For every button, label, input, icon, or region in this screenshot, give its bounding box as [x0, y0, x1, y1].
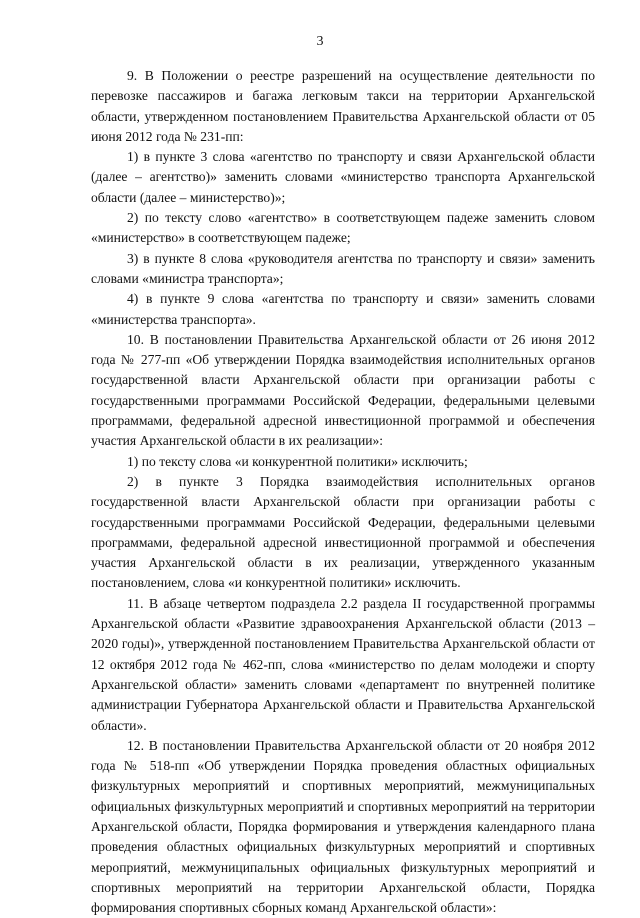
paragraph-10-item-1: 1) по тексту слова «и конкурентной политики» исключить;: [127, 453, 468, 469]
paragraph-9: 9. В Положении о реестре разрешений на осуществление деятельности по перевозке пассажиров и багажа легковым такси на территории Архангельской области, утвержденном постановлением Правительства Архангельской области от 05 июня 2012 года № 231-пп:: [91, 68, 595, 144]
paragraph-9-item-3: 3) в пункте 8 слова «руководителя агентства по транспорту и связи» заменить словами «министра транспорта»;: [91, 250, 595, 286]
document-body: [91, 66, 595, 918]
paragraph-9-item-2: 2) по тексту слово «агентство» в соответствующем падеже заменить словом «министерство» в соответствующем падеже;: [91, 210, 595, 246]
page-number: 3: [316, 34, 324, 49]
paragraph-9-item-4: 4) в пункте 9 слова «агентства по транспорту и связи» заменить словами «министерства транспорта».: [91, 291, 595, 327]
paragraph-10-item-2: 2) в пункте 3 Порядка взаимодействия исполнительных органов государственной власти Архангельской области при организации работы с государственными программами Российской Федерации, федеральными целевыми программами, федеральной адресной инвестиционной программой и обеспечения участия Архангельской области в их реализации, утвержденного указанным постановлением, слова «и конкурентной политики» исключить.: [91, 473, 595, 591]
paragraph-10: 10. В постановлении Правительства Архангельской области от 26 июня 2012 года № 277-пп «Об утверждении Порядка взаимодействия исполнительных органов государственной власти Архангельской области при организации работы с государственными программами Российской Федерации, федеральными целевыми программами, федеральной адресной инвестиционной программой и обеспечения участия Архангельской области в их реализации»:: [91, 331, 595, 449]
paragraph-11: 11. В абзаце четвертом подраздела 2.2 раздела II государственной программы Архангельской области «Развитие здравоохранения Архангельской области (2013 – 2020 годы)», утвержденной постановлением Правительства Архангельской области от 12 октября 2012 года № 462-пп, слова «министерство по делам молодежи и спорту Архангельской области» заменить словами «департамент по внутренней политике администрации Губернатора Архангельской области и Правительства Архангельской области».: [91, 595, 595, 733]
paragraph-9-item-1: 1) в пункте 3 слова «агентство по транспорту и связи Архангельской области (далее – агентство)» заменить словами «министерство транспорта Архангельской области (далее – министерство)»;: [91, 149, 595, 205]
paragraph-12: 12. В постановлении Правительства Архангельской области от 20 ноября 2012 года № 518-пп «Об утверждении Порядка проведения областных официальных физкультурных мероприятий и спортивных мероприятий, межмуниципальных официальных физкультурных мероприятий и спортивных мероприятий на территории Архангельской области, Порядка формирования и утверждения календарного плана проведения областных официальных физкультурных мероприятий и спортивных мероприятий, межмуниципальных официальных физкультурных мероприятий и спортивных мероприятий на территории Архангельской области, Порядка формирования спортивных сборных команд Архангельской области»:: [91, 737, 595, 916]
